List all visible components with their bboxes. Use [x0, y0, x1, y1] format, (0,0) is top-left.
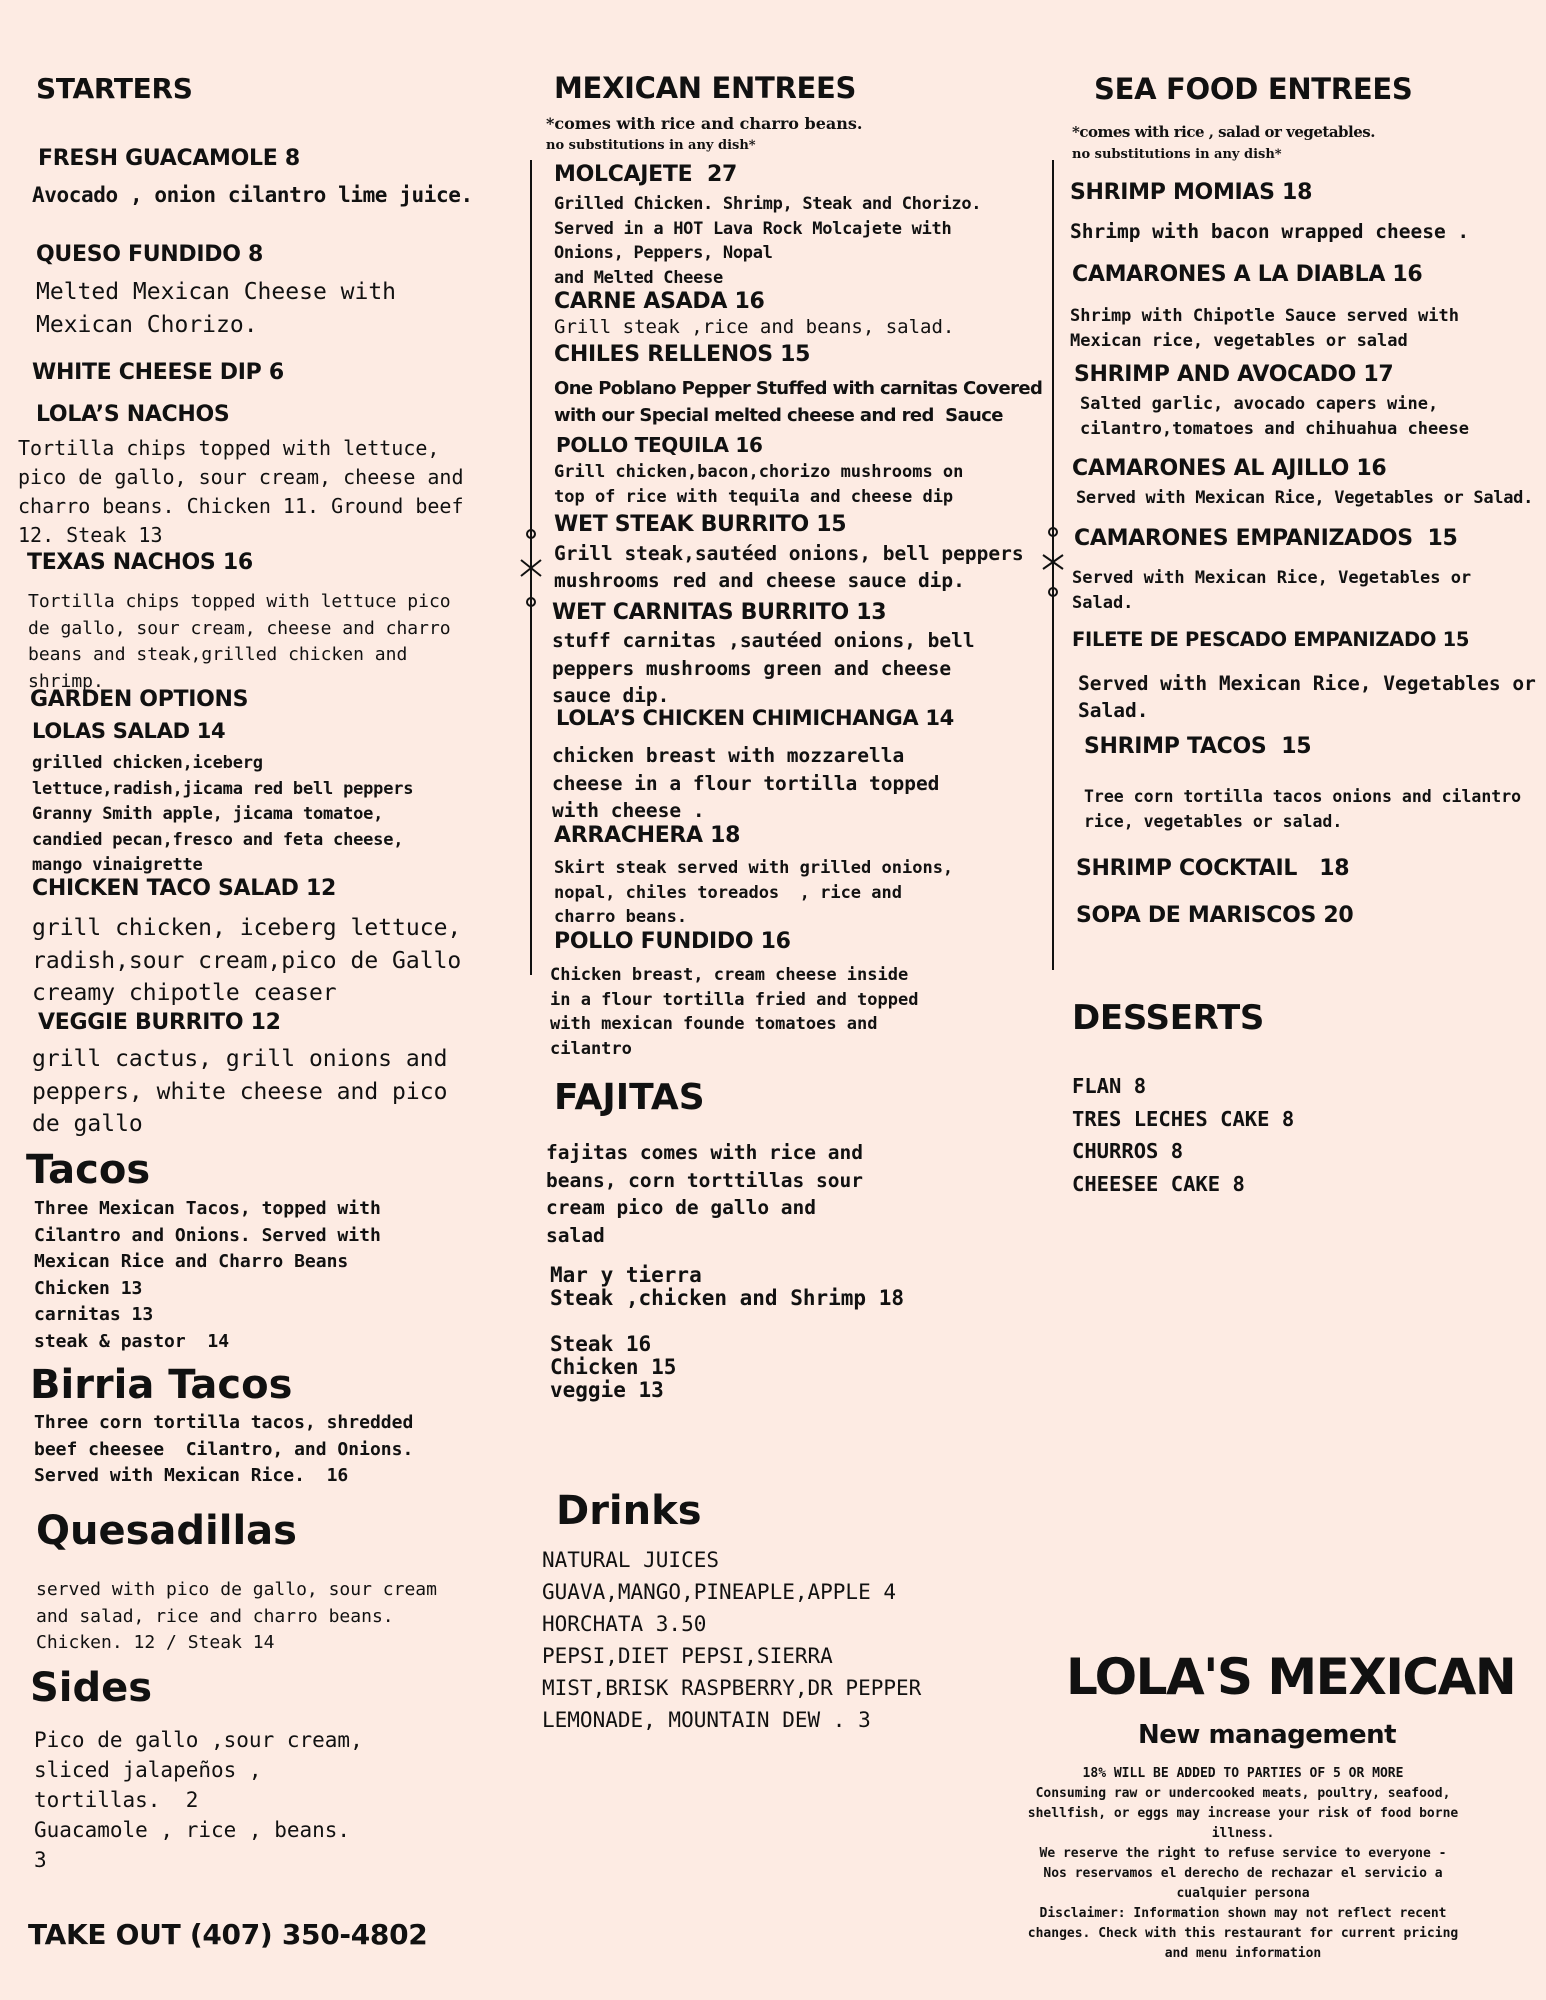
- shrimp-tacos-title: SHRIMP TACOS 15: [1084, 734, 1312, 759]
- tacos-desc: Three Mexican Tacos, topped with Cilantro and Onions. Served with Mexican Rice and Charro Beans Chicken 13 carnitas 13 steak & pastor 14: [34, 1198, 381, 1352]
- desserts-heading: DESSERTS: [1072, 998, 1265, 1038]
- seafood-note-1: *comes with rice , salad or vegetables.: [1072, 123, 1375, 141]
- garden-options-heading: GARDEN OPTIONS: [30, 687, 249, 712]
- shrimp-avocado-desc: Salted garlic, avocado capers wine, cilantro,tomatoes and chihuahua cheese: [1080, 394, 1469, 439]
- ornament-icon: [1041, 520, 1065, 604]
- fajitas-heading: FAJITAS: [554, 1077, 705, 1118]
- lolas-salad-desc: grilled chicken,iceberg lettuce,radish,jicama red bell peppers Granny Smith apple, jicama tomatoe, candied pecan,fresco and feta cheese, mango vinaigrette: [32, 753, 414, 875]
- seafood-note-2: no substitutions in any dish*: [1072, 147, 1282, 162]
- camarones-diabla-title: CAMARONES A LA DIABLA 16: [1072, 262, 1423, 287]
- mexican-entrees-heading: MEXICAN ENTREES: [554, 71, 857, 105]
- white-cheese-dip-title: WHITE CHEESE DIP 6: [32, 360, 284, 385]
- shrimp-cocktail-title: SHRIMP COCKTAIL 18: [1076, 856, 1350, 881]
- carne-asada-title: CARNE ASADA 16: [554, 289, 765, 314]
- carne-asada-desc: Grill steak ,rice and beans, salad.: [554, 316, 955, 338]
- fajitas-desc: fajitas comes with rice and beans, corn torttillas sour cream pico de gallo and salad: [546, 1141, 863, 1247]
- brand-name: LOLA'S MEXICAN: [1066, 1648, 1516, 1706]
- mexican-note-2: no substitutions in any dish*: [546, 138, 756, 153]
- camarones-ajillo-desc: Served with Mexican Rice, Vegetables or Salad.: [1076, 488, 1534, 508]
- chiles-rellenos-title: CHILES RELLENOS 15: [554, 342, 811, 367]
- sides-desc: Pico de gallo ,sour cream, sliced jalapeños , tortillas. 2 Guacamole , rice , beans. 3: [34, 1728, 363, 1872]
- chimichanga-title: LOLA’S CHICKEN CHIMICHANGA 14: [556, 706, 954, 730]
- queso-title: QUESO FUNDIDO 8: [36, 242, 263, 267]
- molcajete-title: MOLCAJETE 27: [554, 162, 738, 187]
- brand-subtitle: New management: [1138, 1720, 1397, 1750]
- fajitas-prices: Steak 16 Chicken 15 veggie 13: [550, 1332, 677, 1402]
- seafood-entrees-heading: SEA FOOD ENTREES: [1094, 72, 1413, 106]
- column-divider-right-top: [1052, 160, 1054, 525]
- birria-tacos-heading: Birria Tacos: [30, 1362, 293, 1408]
- wet-steak-burrito-desc: Grill steak,sautéed onions, bell peppers mushrooms red and cheese sauce dip.: [554, 542, 1024, 592]
- desserts-items: FLAN 8 TRES LECHES CAKE 8 CHURROS 8 CHEESEE CAKE 8: [1072, 1074, 1295, 1196]
- shrimp-avocado-title: SHRIMP AND AVOCADO 17: [1074, 362, 1394, 387]
- pollo-tequila-title: POLLO TEQUILA 16: [556, 433, 763, 457]
- chicken-taco-salad-desc: grill chicken, iceberg lettuce, radish,sour cream,pico de Gallo creamy chipotle ceaser: [32, 915, 462, 1006]
- lolas-nachos-title: LOLA’S NACHOS: [36, 402, 230, 427]
- arrachera-title: ARRACHERA 18: [554, 823, 741, 848]
- guacamole-desc: Avocado , onion cilantro lime juice.: [32, 183, 473, 207]
- pollo-fundido-title: POLLO FUNDIDO 16: [554, 929, 791, 954]
- drinks-desc: NATURAL JUICES GUAVA,MANGO,PINEAPLE,APPLE 4 HORCHATA 3.50 PEPSI,DIET PEPSI,SIERRA MIST,BRISK RASPBERRY,DR PEPPER LEMONADE, MOUNTAIN DEW . 3: [542, 1548, 922, 1732]
- queso-desc: Melted Mexican Cheese with Mexican Chorizo.: [36, 279, 397, 338]
- filete-desc: Served with Mexican Rice, Vegetables or Salad.: [1078, 672, 1536, 722]
- chimichanga-desc: chicken breast with mozzarella cheese in a flour tortilla topped with cheese .: [552, 744, 940, 822]
- chicken-taco-salad-title: CHICKEN TACO SALAD 12: [32, 876, 337, 901]
- quesadillas-heading: Quesadillas: [36, 1508, 297, 1554]
- sopa-mariscos-title: SOPA DE MARISCOS 20: [1076, 903, 1354, 928]
- camarones-empanizados-title: CAMARONES EMPANIZADOS 15: [1074, 526, 1458, 551]
- wet-carnitas-burrito-title: WET CARNITAS BURRITO 13: [552, 600, 887, 625]
- tacos-heading: Tacos: [26, 1147, 151, 1193]
- shrimp-momias-desc: Shrimp with bacon wrapped cheese .: [1070, 220, 1470, 243]
- arrachera-desc: Skirt steak served with grilled onions, nopal, chiles toreados , rice and charro beans.: [554, 858, 954, 927]
- camarones-ajillo-title: CAMARONES AL AJILLO 16: [1072, 456, 1387, 481]
- fajitas-mar-y-tierra: Mar y tierra Steak ,chicken and Shrimp 18: [550, 1263, 905, 1310]
- column-divider-left-top: [530, 160, 532, 520]
- birria-tacos-desc: Three corn tortilla tacos, shredded beef cheesee Cilantro, and Onions. Served with Mexican Rice. 16: [34, 1412, 414, 1486]
- chiles-rellenos-desc: One Poblano Pepper Stuffed with carnitas Covered with our Special melted cheese and red Sauce: [554, 378, 1043, 426]
- starters-heading: STARTERS: [36, 72, 193, 105]
- texas-nachos-title: TEXAS NACHOS 16: [27, 550, 253, 575]
- veggie-burrito-title: VEGGIE BURRITO 12: [38, 1010, 281, 1035]
- mexican-note-1: *comes with rice and charro beans.: [546, 114, 863, 133]
- filete-title: FILETE DE PESCADO EMPANIZADO 15: [1072, 628, 1470, 651]
- shrimp-momias-title: SHRIMP MOMIAS 18: [1070, 180, 1313, 205]
- pollo-tequila-desc: Grill chicken,bacon,chorizo mushrooms on top of rice with tequila and cheese dip: [554, 462, 964, 507]
- sides-heading: Sides: [30, 1665, 153, 1711]
- takeout-phone: TAKE OUT (407) 350-4802: [28, 1918, 428, 1951]
- fine-print: 18% WILL BE ADDED TO PARTIES OF 5 OR MORE Consuming raw or undercooked meats, poultry, seafood, shellfish, or eggs may increase your risk of food borne illness. We reserve the right to refuse service to everyone - Nos reservamos el derecho de rechazar el servicio a cualquier persona Disclaimer: Information shown may not reflect recent changes. Check with this restaurant for current pricing and menu information: [1027, 1766, 1459, 1961]
- column-divider-right-bottom: [1052, 600, 1054, 970]
- lolas-nachos-desc: Tortilla chips topped with lettuce, pico de gallo, sour cream, cheese and charro beans. Chicken 11. Ground beef 12. Steak 13: [18, 436, 464, 547]
- ornament-icon: [519, 520, 543, 616]
- camarones-diabla-desc: Shrimp with Chipotle Sauce served with Mexican rice, vegetables or salad: [1070, 306, 1459, 351]
- quesadillas-desc: served with pico de gallo, sour cream and salad, rice and charro beans. Chicken. 12 / Steak 14: [36, 1579, 437, 1653]
- shrimp-tacos-desc: Tree corn tortilla tacos onions and cilantro rice, vegetables or salad.: [1084, 787, 1522, 831]
- guacamole-title: FRESH GUACAMOLE 8: [38, 146, 300, 171]
- molcajete-desc: Grilled Chicken. Shrimp, Steak and Chorizo. Served in a HOT Lava Rock Molcajete with Onions, Peppers, Nopal and Melted Cheese: [554, 194, 982, 288]
- pollo-fundido-desc: Chicken breast, cream cheese inside in a flour tortilla fried and topped with mexican founde tomatoes and cilantro: [550, 965, 919, 1059]
- veggie-burrito-desc: grill cactus, grill onions and peppers, white cheese and pico de gallo: [32, 1046, 448, 1137]
- texas-nachos-desc: Tortilla chips topped with lettuce pico de gallo, sour cream, cheese and charro beans and steak,grilled chicken and shrimp.: [28, 591, 451, 692]
- camarones-empanizados-desc: Served with Mexican Rice, Vegetables or Salad.: [1072, 568, 1472, 613]
- wet-carnitas-burrito-desc: stuff carnitas ,sautéed onions, bell peppers mushrooms green and cheese sauce dip.: [552, 629, 975, 707]
- wet-steak-burrito-title: WET STEAK BURRITO 15: [554, 512, 847, 537]
- lolas-salad-title: LOLAS SALAD 14: [32, 719, 226, 743]
- drinks-heading: Drinks: [556, 1488, 702, 1534]
- column-divider-left-bottom: [530, 615, 532, 975]
